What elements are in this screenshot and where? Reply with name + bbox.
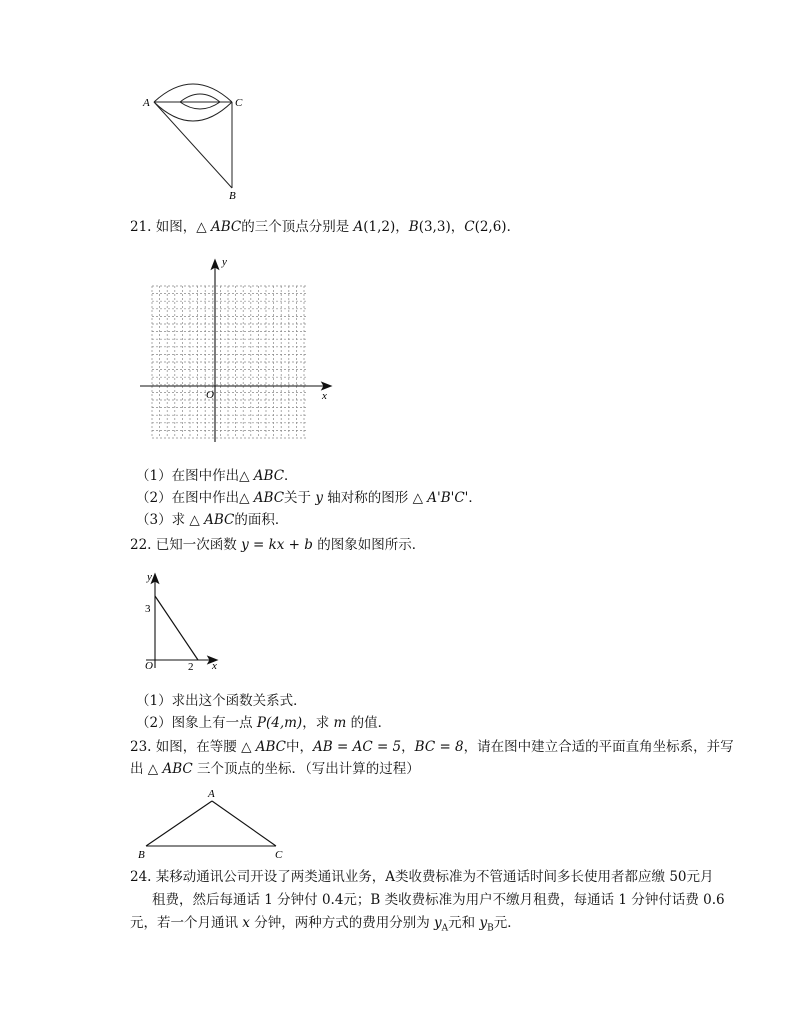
- q21-sub2-end: ．: [468, 490, 482, 506]
- q21-sub1-pre: （1）在图中作出: [136, 468, 240, 484]
- q21-abc: ABC: [210, 219, 242, 235]
- q23-side-ac: [212, 801, 276, 846]
- fig20-inner-lower-arc: [180, 102, 220, 109]
- q24-ya: y: [434, 915, 442, 931]
- q22-stem: [130, 536, 425, 554]
- q22-sub2-end: 的值．: [350, 715, 392, 731]
- fig20-side-ab: [154, 102, 232, 188]
- q22-end: 的图象如图所示．: [317, 537, 426, 553]
- fig20-label-b: B: [229, 190, 236, 202]
- q24-line1: [130, 868, 714, 886]
- q23-triangle-figure: [136, 786, 296, 862]
- q24-x: x: [242, 915, 250, 931]
- q21-sub2-tri: △: [239, 490, 250, 506]
- q22-function-line: [155, 596, 198, 660]
- q21-sub2-abc2: A'B'C': [427, 490, 469, 506]
- q23-label-a: A: [208, 788, 215, 800]
- q21-mid: 的三个顶点分别是: [241, 219, 350, 235]
- q21-sub2-tri2: △: [412, 490, 423, 506]
- fig20-outer-upper-arc: [154, 84, 232, 102]
- q21-sub1: [136, 467, 298, 485]
- q21-stem: [130, 218, 520, 236]
- q22-y-label: y: [147, 571, 152, 583]
- q24-line3-mid2: 元和: [448, 915, 476, 931]
- q23-abc2: ABC: [162, 761, 193, 777]
- q22-pre: 已知一次函数: [155, 537, 237, 553]
- q21-y-label: y: [222, 256, 227, 268]
- q23-line1-end: ，请在图中建立合适的平面直角坐标系，并写: [463, 739, 734, 755]
- q23-comma: ，: [401, 739, 415, 755]
- q21-point-b: B: [408, 219, 419, 235]
- q21-sub2-axis: y: [315, 490, 323, 506]
- q21-sub2-abc: ABC: [253, 490, 285, 506]
- q21-pre: 如图，: [155, 219, 197, 235]
- q23-tri2: △: [147, 761, 159, 777]
- fig20-outer-lower-arc: [154, 102, 232, 121]
- q22-y-intercept-label: 3: [145, 603, 151, 615]
- q21-sub3-end: 的面积．: [234, 512, 289, 528]
- q21-triangle-symbol: △: [196, 219, 207, 235]
- q23-label-c: C: [275, 849, 283, 861]
- q24-yb-sub: B: [487, 923, 494, 934]
- q22-sub1: （1）求出这个函数关系式．: [136, 693, 307, 709]
- q22-x-label: x: [212, 660, 217, 672]
- fig20-inner-upper-arc: [180, 94, 220, 102]
- q21-point-c: C: [464, 219, 475, 235]
- q21-point-a: A: [353, 219, 364, 235]
- q21-sub2-mid: 关于: [284, 490, 312, 506]
- q21-sub3: [136, 511, 288, 529]
- figure-q20: [140, 76, 250, 206]
- q21-point-b-coord: (3,3): [418, 219, 451, 235]
- q22-sub2: [136, 714, 391, 732]
- q24-line3: [130, 914, 521, 938]
- q22-sub2-pre: （2）图象上有一点: [136, 715, 253, 731]
- q22-graph: [140, 568, 230, 672]
- fig20-label-a: A: [143, 97, 150, 109]
- q21-sub3-abc: ABC: [204, 512, 235, 528]
- q24-number: 24.: [130, 869, 152, 885]
- q21-coordinate-grid: [138, 256, 338, 446]
- q21-number: 21.: [130, 219, 152, 235]
- q21-end: ．: [506, 219, 521, 235]
- q21-sep2: ，: [450, 219, 465, 235]
- q22-equation: y = kx + b: [241, 537, 313, 553]
- q23-line2: [130, 760, 420, 778]
- q23-label-b: B: [138, 849, 145, 861]
- q23-line2-pre: 出: [130, 761, 144, 777]
- q24-line2: 租费，然后每通话 1 分钟付 0.4元；B 类收费标准为用户不缴月租费，每通话 1 分钟付话费 0.6: [152, 892, 725, 908]
- q21-sub3-tri: △: [189, 512, 200, 528]
- q21-sub2-mid2: 轴对称的图形: [327, 490, 409, 506]
- q22-sub2-mid: ，求: [302, 715, 330, 731]
- q22-number: 22.: [130, 537, 152, 553]
- q21-point-a-coord: (1,2): [363, 219, 396, 235]
- q23-line1-pre: 如图，在等腰: [155, 739, 237, 755]
- fig20-label-c: C: [235, 97, 243, 109]
- q23-number: 23.: [130, 739, 152, 755]
- q24-line3-pre: 元，若一个月通讯: [130, 915, 238, 931]
- q22-x-intercept-label: 2: [188, 661, 194, 673]
- q23-bc: BC = 8: [414, 739, 464, 755]
- q21-grid-lines: [152, 286, 308, 438]
- q23-line1: [130, 738, 734, 756]
- q23-tri: △: [241, 739, 252, 755]
- q21-sub1-abc: ABC: [253, 468, 285, 484]
- q21-sub2-pre: （2）在图中作出: [136, 490, 240, 506]
- q22-origin-label: O: [145, 660, 153, 672]
- q24-ya-sub: A: [441, 923, 449, 934]
- q24-line3-mid: 分钟，两种方式的费用分别为: [254, 915, 430, 931]
- q21-origin-label: O: [206, 389, 214, 401]
- q22-sub2-var: m: [333, 715, 347, 731]
- q24-line1-text: 某移动通讯公司开设了两类通讯业务，A类收费标准为不管通话时间多长使用者都应缴 50元月: [155, 869, 714, 885]
- q21-x-label: x: [322, 390, 327, 402]
- q23-line1-mid: 中，: [286, 739, 314, 755]
- q21-sep1: ，: [395, 219, 409, 235]
- q22-sub2-point: P(4,m): [256, 715, 303, 731]
- q21-sub2: [136, 489, 482, 507]
- q23-side-ab: [146, 801, 212, 846]
- q21-sub3-pre: （3）求: [136, 512, 186, 528]
- q24-yb: y: [479, 915, 488, 931]
- q23-ab-ac: AB = AC = 5: [313, 739, 402, 755]
- q21-point-c-coord: (2,6): [474, 219, 507, 235]
- q23-line2-end: 三个顶点的坐标．（写出计算的过程）: [197, 761, 420, 777]
- q21-sub1-end: ．: [284, 468, 298, 484]
- q21-sub1-tri: △: [239, 468, 250, 484]
- q24-line3-end: 元．: [493, 915, 521, 931]
- q23-abc: ABC: [255, 739, 287, 755]
